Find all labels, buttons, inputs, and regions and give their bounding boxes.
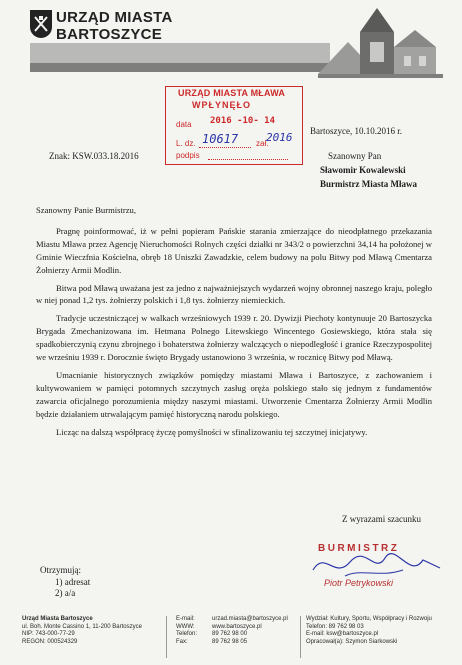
stamp-ldz-value: 10617 <box>202 132 239 146</box>
stamp-signature-label: podpis <box>176 151 200 160</box>
footer-author: Opracował(a): Szymon Siarkowski <box>306 638 398 645</box>
signature-title: BURMISTRZ <box>318 543 400 554</box>
footer-street: ul. Boh. Monte Cassino 1, 11-200 Bartoszyce <box>22 623 142 630</box>
footer-regon: REGON: 000524329 <box>22 638 78 645</box>
footer-dept-name: Wydział: Kultury, Sportu, Współpracy i Rozwoju <box>306 616 432 622</box>
signature-name: Piotr Petrykowski <box>324 578 394 588</box>
org-name-line2: BARTOSZYCE <box>56 26 163 43</box>
footer-email-key: E-mail: <box>176 616 195 622</box>
stamp-date-label: data <box>176 120 192 129</box>
footer-website[interactable]: www.bartoszyce.pl <box>212 623 262 630</box>
footer-email[interactable]: urzad.miasta@bartoszyce.pl <box>212 616 288 622</box>
addressee-title: Burmistrz Miasta Mława <box>320 179 417 189</box>
footer-divider <box>300 616 301 658</box>
stamp-zal-value: 2016 <box>266 131 293 144</box>
footer-address <box>22 616 142 646</box>
reference-number: Znak: KSW.033.18.2016 <box>49 151 139 161</box>
recipient-item: 1) adresat <box>55 577 91 587</box>
city-coat-of-arms-icon <box>30 10 52 38</box>
body-paragraph: Umacnianie historycznych związków pomiędzy miastami Mława i Bartoszyce, z zachowaniem i kultywowaniem w pamięci potomnych szczytnych zasług oręża polskiego stało się jednym z fundamentów zawarcia oficjalnego porozumienia między naszymi miastami. Utworzenie Cmentarza Żołnierzy Armii Modlin będzie działaniem utrwalającym pamięć historyczną narodu polskiego. <box>36 369 432 419</box>
stamp-ldz-line <box>199 147 251 148</box>
stamp-ldz-label: L. dz. <box>176 139 196 148</box>
letterhead-band <box>30 43 330 63</box>
stamp-office: URZĄD MIASTA MŁAWA <box>178 88 286 98</box>
recipient-item: 2) a/a <box>55 588 76 598</box>
footer-fax: 89 762 98 05 <box>212 638 248 645</box>
footer-contact <box>176 616 288 646</box>
body-paragraph: Bitwa pod Mławą uważana jest za jedno z najważniejszych wydarzeń wojny obronnej naszego kraju, poległo w niej ponad 1,2 tys. żołnierzy polskich i 1,8 tys. żołnierzy niemieckich. <box>36 282 432 306</box>
footer-department <box>306 616 432 646</box>
footer-phone-key: Telefon: <box>176 631 198 638</box>
closing-phrase: Z wyrazami szacunku <box>342 514 421 524</box>
incoming-mail-stamp <box>165 86 303 165</box>
footer-www-key: WWW: <box>176 623 195 630</box>
org-name-line1: URZĄD MIASTA <box>56 9 173 26</box>
stamp-zal-label: zał. <box>256 139 269 148</box>
stamp-signature-line <box>208 159 288 160</box>
body-paragraph: Tradycje uczestniczącej w walkach wrześniowych 1939 r. 20. Dywizji Piechoty kontynuuje 20 Bartoszycka Brygada Zmechanizowana im. Hetmana Polnego Litewskiego Wincentego Gosiewskiego, która stała się spadkobierczynią czynu zbrojnego i bohaterstwa żołnierzy walczących o niepodległość i granice Rzeczypospolitej we wrześniu 1939 r. Dorocznie święto Brygady ustanowiono 3 września, w rocznicę Bitwy pod Mławą. <box>36 313 432 363</box>
place-date: Bartoszyce, 10.10.2016 r. <box>310 126 402 136</box>
recipients-list <box>40 565 90 599</box>
salutation: Szanowny Panie Burmistrzu, <box>36 205 137 215</box>
recipients-label: Otrzymują: <box>40 565 81 575</box>
letter-body <box>36 204 432 444</box>
footer-office-name: Urząd Miasta Bartoszyce <box>22 616 93 622</box>
addressee-greeting: Szanowny Pan <box>328 151 382 161</box>
footer-fax-key: Fax: <box>176 638 188 645</box>
addressee-name: Sławomir Kowalewski <box>320 165 406 175</box>
footer-phone: 89 762 98 00 <box>212 631 248 638</box>
footer-dept-phone: Telefon: 89 762 98 03 <box>306 623 364 630</box>
letterhead-band-dark <box>30 63 330 72</box>
letterhead-org <box>56 9 173 43</box>
letter-footer <box>0 612 462 665</box>
town-hall-illustration <box>318 2 443 82</box>
footer-divider <box>166 616 167 658</box>
body-paragraph: Pragnę poinformować, iż w pełni popieram Pańskie starania zmierzające do nieodpłatnego przekazania Miastu Mława przez Agencję Nieruchomości Rolnych części działki nr 343/2 o powierzchni 34,14 ha położonej w Gminie Wieczfnia Kościelna, obręb 18 Uniszki Zawadzkie, celem budowy na polu Bitwy pod Mławą Cmentarza Żołnierzy Armii Modlin. <box>36 225 432 275</box>
footer-nip: NIP: 743-000-77-29 <box>22 631 75 638</box>
stamp-date-value: 2016 -10- 14 <box>210 116 276 126</box>
footer-dept-email: E-mail: ksw@bartoszyce.pl <box>306 631 379 638</box>
stamp-received: WPŁYNĘŁO <box>192 100 251 110</box>
body-paragraph: Licząc na dalszą współpracę życzę pomyślności w sfinalizowaniu tej szczytnej inicjatywy. <box>56 426 368 437</box>
